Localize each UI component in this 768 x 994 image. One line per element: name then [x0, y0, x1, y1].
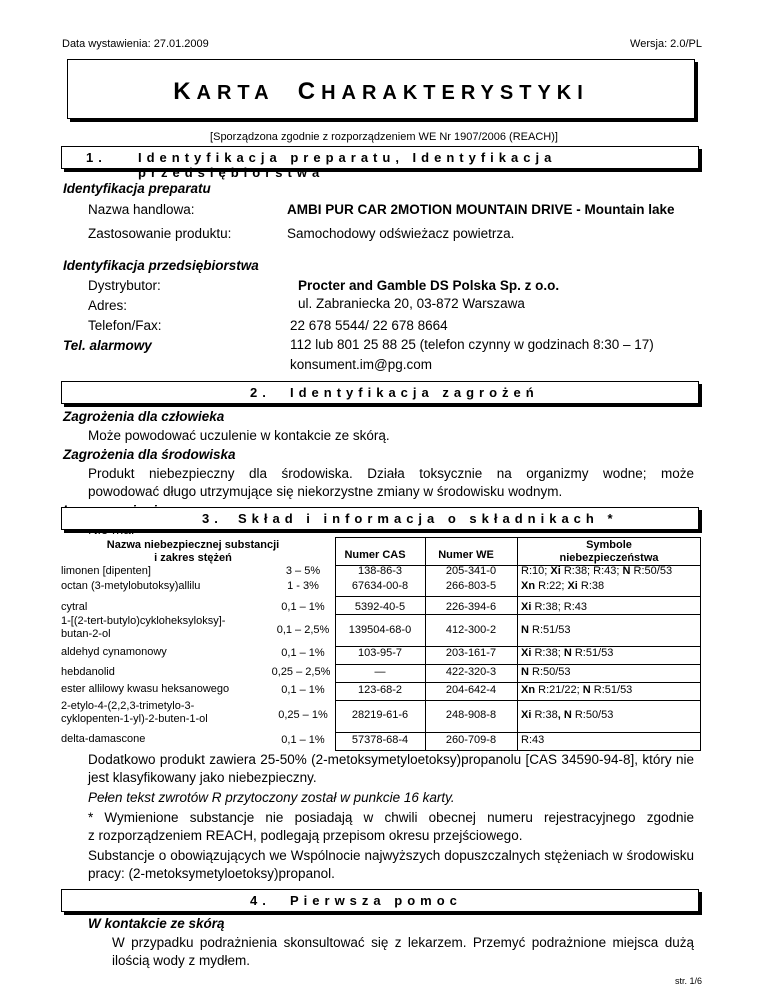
- composition-table: [61, 537, 701, 750]
- row-conc: 3 – 5%: [285, 565, 321, 577]
- section4-number: 4.: [250, 893, 271, 908]
- row-cas: 138-86-3: [357, 565, 403, 577]
- note3-line1: * Wymienione substancje nie posiadają w chwili obecnej numeru rejestracyjnego zgodnie: [88, 810, 694, 825]
- row-conc: 0,1 – 1%: [281, 601, 325, 613]
- row-cas: 123-68-2: [357, 684, 403, 696]
- row-symbols: Xn R:21/22; N R:51/53: [521, 684, 633, 696]
- version: Wersja: 2.0/PL: [630, 38, 702, 50]
- address-label: Adres:: [88, 298, 128, 313]
- row-we: 266-803-5: [445, 580, 497, 592]
- issue-date: Data wystawienia: 27.01.2009: [62, 38, 209, 50]
- col-header-we: Numer WE: [438, 549, 494, 561]
- row-name: cytral: [61, 601, 88, 613]
- col-header-name: [61, 539, 325, 565]
- row-we: 203-161-7: [445, 647, 497, 659]
- phone-value: 22 678 5544/ 22 678 8664: [290, 318, 448, 333]
- section1-number: 1.: [86, 150, 107, 165]
- row-symbols: N R:51/53: [521, 624, 571, 636]
- row-conc: 1 - 3%: [287, 580, 319, 592]
- row-symbols: Xi R:38; N R:51/53: [521, 647, 614, 659]
- row-name: aldehyd cynamonowy: [61, 646, 167, 658]
- row-conc: 0,1 – 1%: [281, 647, 325, 659]
- row-name: hebdanolid: [61, 666, 115, 678]
- row-name-line1: 1-[(2-tert-butylo)cykloheksyloksy]-: [61, 615, 226, 627]
- page-number: str. 1/6: [674, 976, 702, 986]
- row-name: [61, 615, 225, 641]
- emergency-value: 112 lub 801 25 88 25 (telefon czynny w godzinach 8:30 – 17): [290, 337, 654, 352]
- row-conc: 0,1 – 1%: [281, 734, 325, 746]
- row-we: 205-341-0: [445, 565, 497, 577]
- row-conc: 0,25 – 1%: [278, 709, 328, 721]
- note3-line2: z rozporządzeniem REACH, podlegają przepisom okresu przejściowego.: [88, 828, 523, 843]
- env-hazard-heading: Zagrożenia dla środowiska: [63, 447, 236, 462]
- col-header-sym-1: Symbole: [586, 539, 632, 551]
- section3-header: [61, 507, 699, 530]
- distributor-value: Procter and Gamble DS Polska Sp. z o.o.: [298, 278, 560, 293]
- section1-header: [61, 146, 699, 180]
- section2-title: Identyfikacja zagrożeń: [290, 385, 539, 400]
- row-cas: 28219-61-6: [351, 709, 409, 721]
- row-symbols: Xn R:22; Xi R:38: [521, 580, 605, 592]
- document-title: KARTA CHARAKTERYSTYKI: [173, 78, 589, 105]
- row-symbols: R:10; Xi R:38; R:43; N R:50/53: [521, 565, 673, 577]
- row-name: octan (3-metylobutoksy)allilu: [61, 580, 201, 592]
- email: konsument.im@pg.com: [290, 357, 433, 372]
- row-name-line1: 2-etylo-4-(2,2,3-trimetylo-3-: [61, 700, 195, 712]
- row-cas: 5392-40-5: [354, 601, 406, 613]
- skin-contact-heading: W kontakcie ze skórą: [88, 916, 225, 931]
- skin-contact-text-2: ilością wody z mydłem.: [112, 953, 251, 968]
- section1-title: Identyfikacja preparatu, Identyfikacja przedsiębiorstwa: [138, 150, 557, 180]
- row-symbols: Xi R:38; R:43: [521, 601, 588, 613]
- address-value: ul. Zabraniecka 20, 03-872 Warszawa: [298, 296, 525, 311]
- row-conc: 0,25 – 2,5%: [271, 666, 331, 678]
- prep-heading: Identyfikacja preparatu: [63, 181, 211, 196]
- col-header-name-2: i zakres stężeń: [154, 552, 232, 564]
- note4-line1: Substancje o obowiązujących we Wspólnocie najwyższych dopuszczalnych stężeniach w środowisku: [88, 848, 694, 863]
- row-conc: 0,1 – 1%: [281, 684, 325, 696]
- emergency-label: Tel. alarmowy: [63, 338, 152, 353]
- human-hazard-text: Może powodować uczulenie w kontakcie ze skórą.: [88, 428, 390, 443]
- subtitle: [Sporządzona zgodnie z rozporządzeniem WE Nr 1907/2006 (REACH)]: [210, 131, 558, 143]
- title-box: [67, 59, 695, 119]
- row-we: 248-908-8: [445, 709, 497, 721]
- col-header-sym-2: niebezpieczeństwa: [559, 552, 659, 564]
- row-we: 204-642-4: [445, 684, 497, 696]
- row-name-line2: butan-2-ol: [61, 628, 111, 640]
- section3-number: 3.: [202, 511, 223, 526]
- section2-header: [61, 381, 699, 404]
- row-we: 260-709-8: [445, 734, 497, 746]
- section3-title: Skład i informacja o składnikach *: [238, 511, 618, 526]
- section2-number: 2.: [250, 385, 271, 400]
- row-cas: 103-95-7: [357, 647, 403, 659]
- row-name: limonen [dipenten]: [61, 565, 151, 577]
- row-cas: 57378-68-4: [351, 734, 409, 746]
- row-name: ester allilowy kwasu heksanowego: [61, 683, 230, 695]
- use-value: Samochodowy odświeżacz powietrza.: [287, 226, 515, 241]
- distributor-label: Dystrybutor:: [88, 278, 161, 293]
- row-conc: 0,1 – 2,5%: [276, 624, 330, 636]
- use-label: Zastosowanie produktu:: [88, 226, 232, 241]
- col-header-symbols: [517, 539, 701, 565]
- skin-contact-text-1: W przypadku podrażnienia skonsultować się z lekarzem. Przemyć podrażnione miejsca dużą: [112, 935, 694, 950]
- company-heading: Identyfikacja przedsiębiorstwa: [63, 258, 259, 273]
- note1-line1: Dodatkowo produkt zawiera 25-50% (2-metoksymetyloetoksy)propanolu [CAS 34590-94-8], który nie: [88, 752, 694, 767]
- row-cas: —: [374, 666, 386, 678]
- row-symbols: R:43: [521, 734, 545, 746]
- note4-line2: pracy: (2-metoksymetyloetoksy)propanol.: [88, 866, 335, 881]
- row-cas: 67634-00-8: [351, 580, 409, 592]
- section4-header: [61, 889, 699, 912]
- env-hazard-text-1: Produkt niebezpieczny dla środowiska. Działa toksycznie na organizmy wodne; może: [88, 466, 694, 481]
- phone-label: Telefon/Fax:: [88, 318, 162, 333]
- col-header-cas: Numer CAS: [344, 549, 406, 561]
- row-we: 226-394-6: [445, 601, 497, 613]
- row-symbols: N R:50/53: [521, 666, 571, 678]
- row-cas: 139504-68-0: [348, 624, 412, 636]
- human-hazard-heading: Zagrożenia dla człowieka: [63, 409, 225, 424]
- row-symbols: Xi R:38, N R:50/53: [521, 709, 614, 721]
- row-we: 422-320-3: [445, 666, 497, 678]
- row-we: 412-300-2: [445, 624, 497, 636]
- env-hazard-text-2: powodować długo utrzymujące się niekorzystne zmiany w środowisku wodnym.: [88, 484, 563, 499]
- note2: Pełen tekst zwrotów R przytoczony został w punkcie 16 karty.: [88, 790, 455, 805]
- col-header-name-1: Nazwa niebezpiecznej substancji: [106, 539, 280, 551]
- note1-line2: jest klasyfikowany jako niebezpieczny.: [88, 770, 317, 785]
- trade-name-label: Nazwa handlowa:: [88, 202, 195, 217]
- section4-title: Pierwsza pomoc: [290, 893, 462, 908]
- row-name: delta-damascone: [61, 733, 146, 745]
- row-name-line2: cyklopenten-1-yl)-2-buten-1-ol: [61, 713, 208, 725]
- trade-name-value: AMBI PUR CAR 2MOTION MOUNTAIN DRIVE - Mountain lake: [287, 202, 675, 217]
- row-name: [61, 700, 208, 726]
